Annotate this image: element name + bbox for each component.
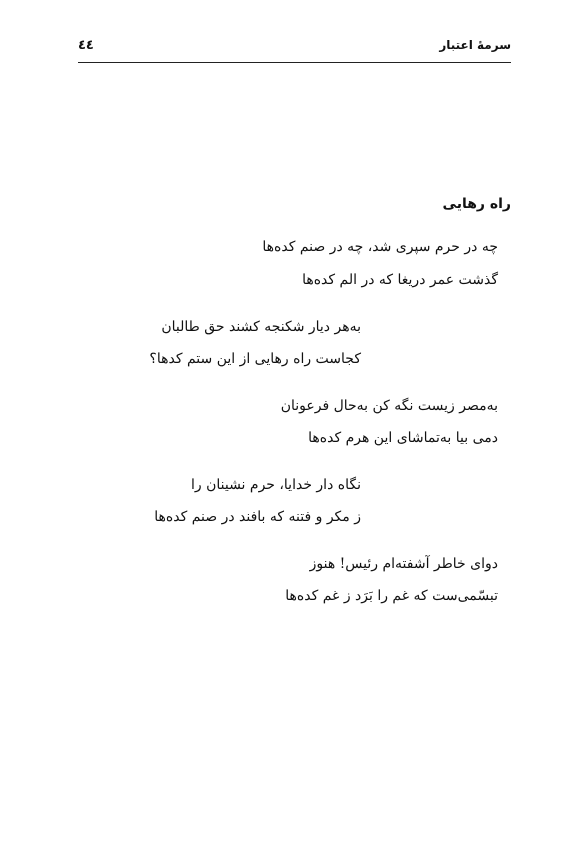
verse-line-3: به‌هر دیار شکنجه کشند حق طالبان (161, 319, 361, 335)
verse-line-6: دمی بیا به‌تماشای این هرم کده‌ها (308, 430, 498, 446)
verse-line-10: تبسّمی‌ست که غم را بَرَد ز غم کده‌ها (285, 588, 498, 604)
page-header (78, 32, 511, 63)
verse-line-2: گذشت عمر دریغا که در الم کده‌ها (302, 272, 498, 288)
running-title: سرمهٔ اعتبار (439, 38, 511, 52)
poem-title: راه رهایی (442, 196, 511, 212)
verse-line-8: ز مکر و فتنه که بافند در صنم کده‌ها (154, 509, 361, 525)
verse-line-7: نگاه دار خدایا، حرم نشینان را (190, 477, 361, 493)
verse-line-1: چه در حرم سپری شد، چه در صنم کده‌ها (262, 239, 498, 255)
verse-line-9: دوای خاطر آشفته‌ام رئیس! هنوز (309, 556, 498, 572)
page-number: ٤٤ (78, 38, 94, 53)
verse-line-5: به‌مصر زیست نگه کن به‌حال فرعونان (280, 398, 498, 414)
verse-line-4: کجاست راه رهایی از این ستم کدها؟ (149, 351, 361, 367)
